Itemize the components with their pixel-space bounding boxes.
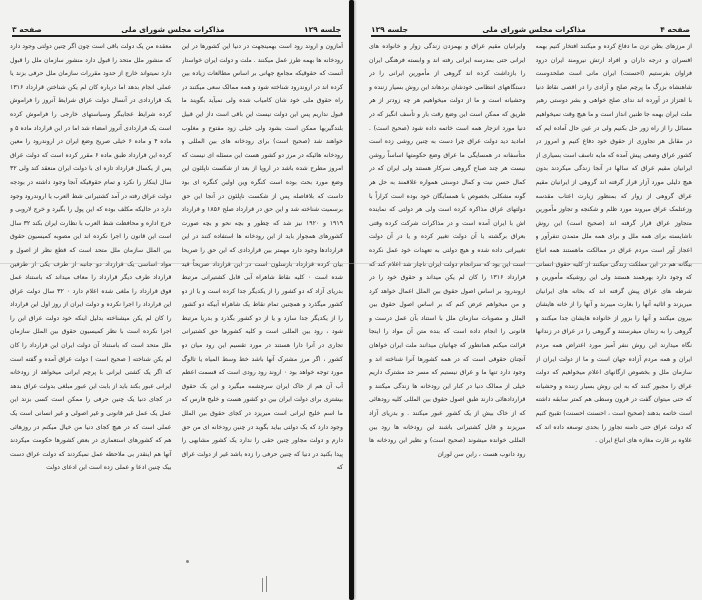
- column-text: آمازون و اروند رود است بهمینجهت در دنیا این کشورها در این رودخانه ها بهمه طرز عمل میکنند . ملت و دولت ایران خواستار آنست که حقوقیکه مجامع جهانی بر اساس مطالعات زیاده بین کرده اند در اروندرود شناخته شود و همه ممالک سعی میکنند در راه حقوق ملی خود شان کامیاب شده ولی نمیآید بگویند ما قبول نداریم پس این دولت نیست این باقی است داز این قبیل بلندگیریها ممکن است بشود ولی خیلی زود مفتوح و مغلوب خواهند شد (صحیح است) برای رودخانه های بین المللی و رودخانه هائیکه در مرز دو کشور هست این مسئله ای نیست که امروز مطرح شده باشد در اروپا از بعد از شکست ناپلئون این وضع مورد بحث بوده است کنگره وین اولین کنگره ای بود داست که بلافاصله پس از شکست ناپلئون در آنجا این حق برسمیت شناخته شد و این حق در قرارداد صلح ۱۸۵۶ و قرارداد ۱۹۱۹ و ۱۹۲۰ نیز شد که چطور و بچه نحو و بچه صورت کشورهای همجوار باید از این رودخانه ها استفاده کنند در این قراردادها وجود دارد مهمتر بین قراردادی که این حق را صریحا بیان کرده قرارداد بارسلون است در این قرارداد صریحاً قید شده است ۰ کلیه نقاط شاهراه آبی قابل کشتیرانی مرتبط بدریای آزاد که دو کشور را از یکدیگر جدا کرده است و یا از دو کشور میگذرد و همچنین تمام نقاط یک شاهراه آبیکه دو کشور را از یکدیگر جدا سازد و یا از دو کشور بگذرد و بدریا مرتبط شود ، رود بین المللی است و کلیه کشورها حق کشتیرانی تجاری در آنرا دارا هستند در مورد تقسیم این رود میان دو کشور ، اگر مرز مشترک آنها باشد خط وسط المیاه یا تالوگ مورد توجه خواهد بود ۰ اروند رود رودی است که قسمت اعظم آب آن هم از خاک ایران سرچشمه میگیرد و این یک حقوق بیشتری برای دولت ایران بین دو کشور هست و خلیج فارس که ما اسم خلیج ایرانی است میریزد در کجای حقوق بین الملل وجود دارد که یک دولتی بیاید بگوید در چنین رودخانه ای من حق دارم و دولت مجاور چنین حقی را ندارد یک کشور مشابهی را پیدا بکنید در دنیا که چنین حرفی را زده باشد غیر از دولت عراق که: [181, 43, 343, 472]
- text-column-left: [369, 40, 526, 560]
- scan-mark: [266, 576, 267, 592]
- binding-gutter: [349, 0, 354, 600]
- scan-speck: [186, 560, 189, 563]
- page-number: صفحه ۳: [12, 25, 42, 34]
- text-column-left: [10, 40, 172, 560]
- session-label: جلسه ۱۲۹: [371, 25, 408, 34]
- column-text: وایرانیان مقیم عراق و بهمزدن زندگی زوار و خانواده های ایرانی حتی بمدرسه ایرانی رفته اند و وابسته فرهنگی ایران را بازداشت کرده اند گروهی از مأمورین ایرانی را در دستگاههای انتظامی خودشان بردهاند این روش بسیار زننده و وحشیانه است و ما از دولت میخواهیم هر چه زودتر از هر طریق که ممکن است این وضع رقت بار و تأسف انگیز که در دنیا مورد انزجار همه است خاتمه داده شود (صحیح است) . امادید دید دولت عراق چرا دست به چنین روشی زده است متأسفانه در همسایگی ما عراق وضع حکومتها اساساً روشن نیست هر چند صباح گروهی سرکار هستند ولی ایران که در کمال حسن نیت و کمال دوستی همواره علاقمند به حل هر گونه مشکلی بخصوص با همسایگان خود بوده است کراراً با دولتهای عراق مذاکره کرده است ولی هر دولتی که نماینده اش با ایران آمده است و در مذاکرات شرکت کرده وقتی بعراق برگشته یا آن دولت تغییر کرده و یا در آن دولت تغییراتی داده شده و هیچ دولتی به تعهدات خود عمل نکرده است این بود که سرانجام دولت ایران ناچار شد اعلام کند که قرارداد ۱۳۱۶ را کان لم یکن میداند و حقوق خود را در اروندرود بر اساس اصول حقوق بین الملل اعمال خواهد کرد و من میخواهم عرض کنم که بر اساس اصول حقوق بین الملل و مصوبات سازمان ملل با استناد بآن عمل درست و قانونی را انجام داده است که بنده متن آن مواد را اینجا قرائت میکنم همانطور که جهانیان میدانند ملت ایران خواهان آنچنان حقوقی است که در همه کشورها آنرا شناخته اند و وجود دارد تنها ما و عراق نیستیم که مسر حد مشترک داریم خیلی از ممالک دنیا در کنار این رودخانه ها زندگی میکنند و قراردادهائی دارند طبق اصول حقوق بین المللی کلیه رودهائی که از خاک بیش از یک کشور عبور میکنند . و بدریای آزاد میریزند و قابل کشتیرانی باشند این رودخانه ها رود بین المللی خوانده میشوند (صحیح است) و نظیر این رودخانه ها رود دانوب هست ، راین سن لوران: [369, 43, 526, 458]
- running-title: مذاکرات مجلس شورای ملی: [121, 25, 225, 34]
- page-header: [371, 22, 690, 34]
- session-label: جلسه ۱۲۹: [304, 25, 341, 34]
- column-text: معقده من یک دولت باقی است چون اگر چنین دولتی وجود دارد که منشور ملل متحد را قبول دارد منشور سازمان ملل را قبول دارد نمیتواند خارج از حدود مقررات سازمان ملل حرفی بزند یا عملی انجام بدهد اما درباره کان لم یکن شناختن قرارداد ۱۳۱۶ یک قراردادی در آنسال دولت عراق شرایط آنروز را فراموش کرده شرایط عجایبگر وسیاستهای خارجی را فراموش کرده است یک قراردادی آنروز امضاء شد اما در این قرارداد ماده ۵ و ماده ۴ و ماده ۶ خیلی صریح وضع ایران در اروندرود را معین کرده این قرارداد طبق ماده ۶ مقرر کرده است که دولت عراق پس از یکسال قرارداد تازه ای با دولت ایران منعقد کند ولی ۳۲ سال اینکار را نکرد و تمام حقوقیکه آنجا وجود داشته در بودجه دولت عراق رفته در آمد کشتیرانی شط العرب یا اروندرود وجود دارد در حالیکه مکلف بوده که این پول را بگیرد و خرج لاروبی و خرج اداره و محافظت شط العرب با نظارت ایران بکند ۳۲ سال است این قانون را اجرا نکرده اند این مصوبه کمیسیون حقوق بین الملل سازمان ملل متحد است که قطع نظر از اصول و مواد اساسی یک قرارداد دو جانبه از طرف یکی از طرفین قرارداد طرف دیگر قرارداد را معاف میداند که باستناد عمل فوق قرارداد را ملغی شده اعلام دارد ۰ ۳۲ سال دولت عراق این قرارداد را اجرا نکرده و دولت ایران از روز اول این قرارداد را کان لم یکن میشناخته بدلیل اینکه خود دولت عراق این را اجرا نکرده است با نظر کمیسیون حقوق بین الملل سازمان ملل متحد است که باستناد آن دولت ایران این قرارداد را کان لم یکن شناخته ( صحیح است ) دولت عراق آمده و گفته است که اگر یک کشتی ایرانی با پرچم ایرانی میخواهد از رودخانه ایرانی عبور بکند باید از بابت این عبور مبلغی بدولت عراق بدهد در کجای دنیا یک چنین حرفی را ممکن است کسی بزند این عمل یک عمل غیر قانونی و غیر اصولی و غیر انسانی است یک عملی است که در هیچ کجای دنیا من خیال میکنم در روزهائی هم که کشورهای استعماری در بعض کشورها حکومت میکردند آنها هم اینقدر بی ملاحظه عمل نمیکردند که دولت عراق دست بیک چنین ادعا و عملی زده است این ادعای دولت: [10, 43, 172, 472]
- header-rule: [371, 35, 690, 37]
- running-title: مذاکرات مجلس شورای ملی: [482, 25, 586, 34]
- scan-mark: [262, 578, 263, 592]
- page-right: [353, 0, 702, 600]
- text-columns: [369, 40, 692, 560]
- page-number: صفحه ۴: [660, 25, 690, 34]
- text-column-right: [536, 40, 693, 560]
- page-header: [12, 22, 341, 34]
- text-column-right: [182, 40, 344, 560]
- header-rule: [12, 35, 341, 37]
- column-text: از مرزهای بطن ترن ما دفاع کرده و میکنند افتخار کنیم بهمه افسران و درجه داران و افراد ارتش نیرومند ایران درود فراوان بفرستیم (احسنت) ایران مانی است صلحدوست شاهنشاه بزرگ ما پرچم صلح و آزادی را در اقصی نقاط دنیا با اهتزاز در آورده اند ندای صلح خواهی و بشر دوستی رهبر ملت ایران بهمه جا طنین انداز است و ما هیچ وقت نمیخواهیم مسائل را از راه زور حل بکنیم ولی در عین حال آماده ایم که در مقابل هر تجاوزی از حقوق خود دفاع کنیم و امروز در کشور عراق وضعی پیش آمده که مایه تاسف است بسیاری از ایرانیان مقیم عراق که سالها در آنجا زندگی میکردند بدون هیچ دلیلی مورد آزار قرار گرفته اند گروهی از ایرانیان مقیم عراق گروهی از زوار که بمنظور زیارت اعتاب مقدسه وزعتلمک عراق میروند مورد ظلم و شکنجه و تجاوز مأمورین متجاوز عراق قرار گرفته اند (صحیح است) این روش ناشایسته برای همه ملل و برای همه ملل متمدن تنفرآور و اعجاز آور است مردم عراق در ممالکت ماهستند همه اتباع بیگانه هم در این مملکت زندگی میکنند از کلیه حقوق انسانی که وجود دارد بهرهمند هستند ولی این روشیکه مأمورین و شرطه های عراق پیش گرفته اند که بخانه های ایرانیان میریزند و اثاثیه آنها را بغارت میبرند و آنها را از خانه هایشان بیرون میکنند و آنها را بزور از خانواده هایشان جدا میکنند و گروهی را به زندان میفرستند و گروهی را در عراق در زندانها نگاه میدارند این روش ننفر آمیز مورد اعتراض همه مردم ایران و همه مردم آزاده جهان است و ما از دولت ایران از سازمان ملل و بخصوص ارگانهای اعلام میخواهیم که دولت عراق را مجبور کنند که به این روش بسیار زننده و وحشیانه که حتی میتوان گفت در قرون وسطی هم کمتر سابقه داشته است خاتمه بدهند (صحیح است ، احسنت احسنت) تقبیح کنیم که دولت عراق حتی دامنه تجاوز را بحدی توسعه داده اند که علاوه بر غارت مغازه های اتباع ایران .: [535, 43, 692, 445]
- scan-fold-line: [0, 263, 702, 264]
- text-columns: [10, 40, 343, 560]
